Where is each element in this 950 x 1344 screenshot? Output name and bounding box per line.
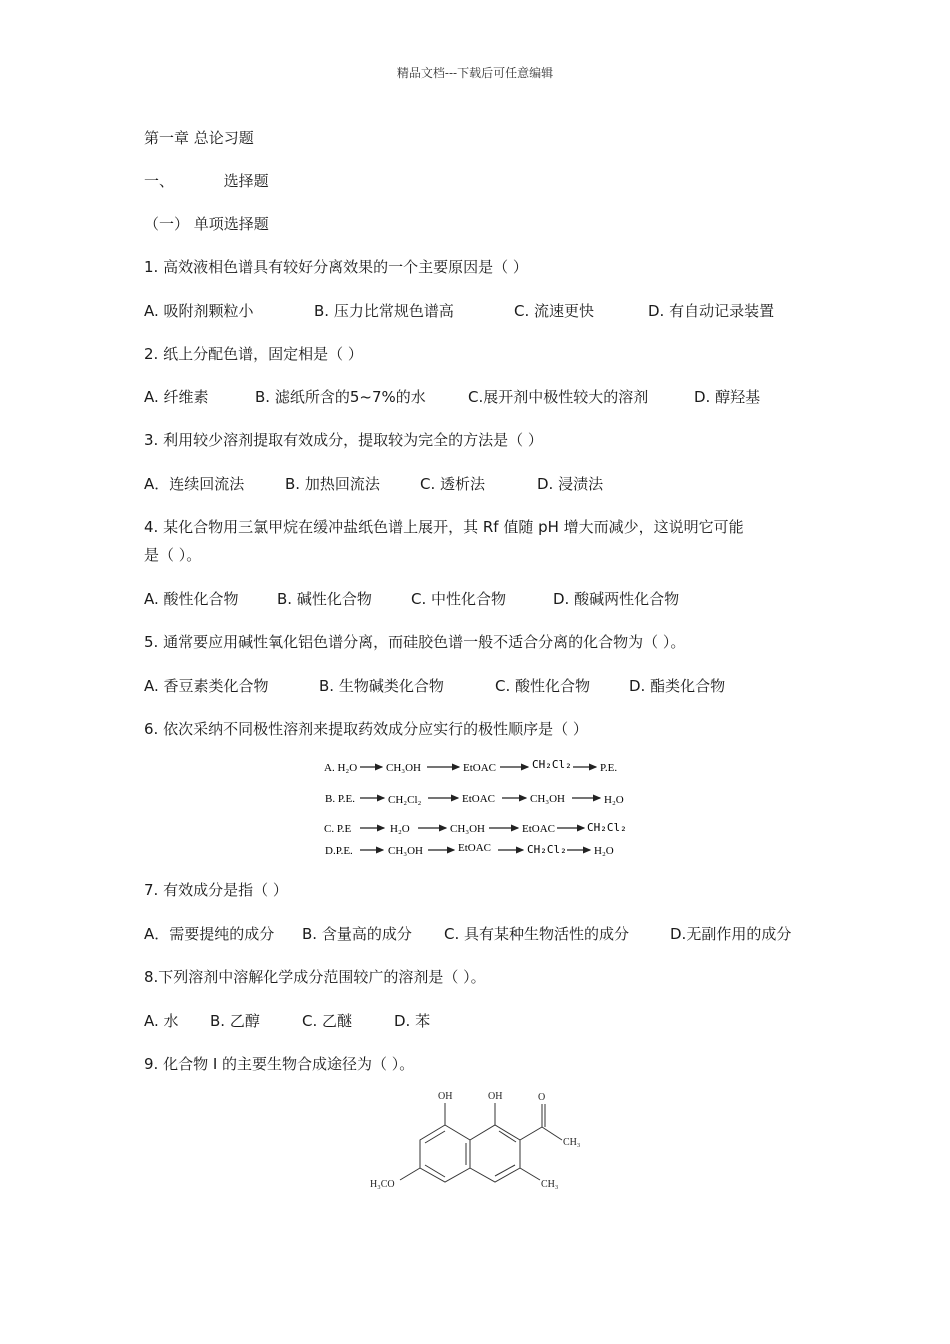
scheme-b-4: CH₃OH xyxy=(530,793,566,805)
scheme-d-4: CH₂Cl₂ xyxy=(527,843,567,856)
ring-ch3-label: CH₃ xyxy=(541,1179,559,1190)
option-a: A．需要提纯的成分 xyxy=(144,925,275,943)
scheme-b-5: H₂O xyxy=(604,794,624,806)
option-b: B. 滤纸所含的5~7%的水 xyxy=(255,388,426,406)
scheme-a-2: CH₃OH xyxy=(386,762,422,774)
scheme-c-5: CH₂Cl₂ xyxy=(587,821,627,834)
option-b: B. 加热回流法 xyxy=(285,475,380,493)
option-a: A. 香豆素类化合物 xyxy=(144,677,269,695)
option-a: A. 酸性化合物 xyxy=(144,590,239,608)
oh-label-1: OH xyxy=(438,1091,453,1102)
question-2-stem: 2. 纸上分配色谱，固定相是（ ） xyxy=(144,345,363,363)
chapter-title: 第一章 总论习题 xyxy=(144,129,254,147)
option-a: A．连续回流法 xyxy=(144,475,245,493)
scheme-a-1: A. H₂O xyxy=(324,762,358,774)
scheme-d-2: CH₃OH xyxy=(388,845,424,857)
acetyl-ch3-label: CH₃ xyxy=(563,1137,581,1148)
scheme-b-3: EtOAC xyxy=(462,793,495,805)
scheme-c-2: H₂O xyxy=(390,823,410,835)
option-a: A. 水 xyxy=(144,1012,179,1030)
question-7-options xyxy=(144,924,791,944)
scheme-a-4: CH₂Cl₂ xyxy=(532,758,572,771)
option-d: D. 醇羟基 xyxy=(694,388,761,406)
option-a: A. 吸附剂颗粒小 xyxy=(144,302,254,320)
option-a: A. 纤维素 xyxy=(144,388,209,406)
option-c: C.展开剂中极性较大的溶剂 xyxy=(468,388,649,406)
option-b: B. 乙醇 xyxy=(210,1012,260,1030)
option-c: C. 酸性化合物 xyxy=(495,677,591,695)
carbonyl-o-label: O xyxy=(538,1092,546,1103)
option-d: D.无副作用的成分 xyxy=(670,925,792,943)
scheme-a-5: P.E. xyxy=(600,762,618,774)
scheme-d-3: EtOAC xyxy=(458,842,491,854)
option-d: D. 浸渍法 xyxy=(537,475,604,493)
scheme-c-3: CH₃OH xyxy=(450,823,486,835)
section-number: 一、 xyxy=(144,172,175,190)
question-7-stem: 7. 有效成分是指（ ） xyxy=(144,881,288,899)
option-d: D. 苯 xyxy=(394,1012,431,1030)
question-6-stem: 6. 依次采纳不同极性溶剂来提取药效成分应实行的极性顺序是（ ） xyxy=(144,720,588,738)
option-b: B. 压力比常规色谱高 xyxy=(314,302,454,320)
option-c: C. 中性化合物 xyxy=(411,590,507,608)
methoxy-label: H₃CO xyxy=(370,1179,395,1190)
scheme-c-4: EtOAC xyxy=(522,823,555,835)
compound-i-structure xyxy=(400,1103,562,1182)
option-c: C. 流速更快 xyxy=(514,302,595,320)
option-c: C. 具有某种生物活性的成分 xyxy=(444,925,630,943)
question-8-options xyxy=(144,1011,430,1031)
scheme-b-1: B. P.E. xyxy=(325,793,355,805)
question-9-stem: 9. 化合物 I 的主要生物合成途径为（ ）。 xyxy=(144,1055,415,1073)
scheme-d-1: D.P.E. xyxy=(325,845,353,857)
scheme-c-1: C. P.E xyxy=(324,823,352,835)
question-5-stem: 5. 通常要应用碱性氧化铝色谱分离，而硅胶色谱一般不适合分离的化合物为（ ）。 xyxy=(144,633,686,651)
question-4-stem-cont: 是（ ）。 xyxy=(144,546,202,564)
option-b: B. 生物碱类化合物 xyxy=(319,677,444,695)
question-1-stem: 1. 高效液相色谱具有较好分离效果的一个主要原因是（ ） xyxy=(144,258,528,276)
option-d: D. 酯类化合物 xyxy=(629,677,726,695)
question-3-stem: 3. 利用较少溶剂提取有效成分，提取较为完全的方法是（ ） xyxy=(144,431,543,449)
oh-label-2: OH xyxy=(488,1091,503,1102)
scheme-d-5: H₂O xyxy=(594,845,614,857)
option-d: D. 酸碱两性化合物 xyxy=(553,590,680,608)
option-b: B. 含量高的成分 xyxy=(302,925,412,943)
option-d: D. 有自动记录装置 xyxy=(648,302,775,320)
scheme-a-3: EtOAC xyxy=(463,762,496,774)
scheme-b-2: CH₂Cl₂ xyxy=(388,794,422,806)
section-label: 选择题 xyxy=(223,172,269,190)
question-8-stem: 8.下列溶剂中溶解化学成分范围较广的溶剂是（ ）。 xyxy=(144,968,486,986)
subsection-title: （一） 单项选择题 xyxy=(144,215,269,233)
option-c: C. 透析法 xyxy=(420,475,486,493)
question-4-stem: 4. 某化合物用三氯甲烷在缓冲盐纸色谱上展开，其 Rf 值随 pH 增大而减少，这说明它可能 xyxy=(144,518,744,536)
option-c: C. 乙醚 xyxy=(302,1012,353,1030)
option-b: B. 碱性化合物 xyxy=(277,590,372,608)
page-header: 精品文档---下载后可任意编辑 xyxy=(396,66,554,80)
